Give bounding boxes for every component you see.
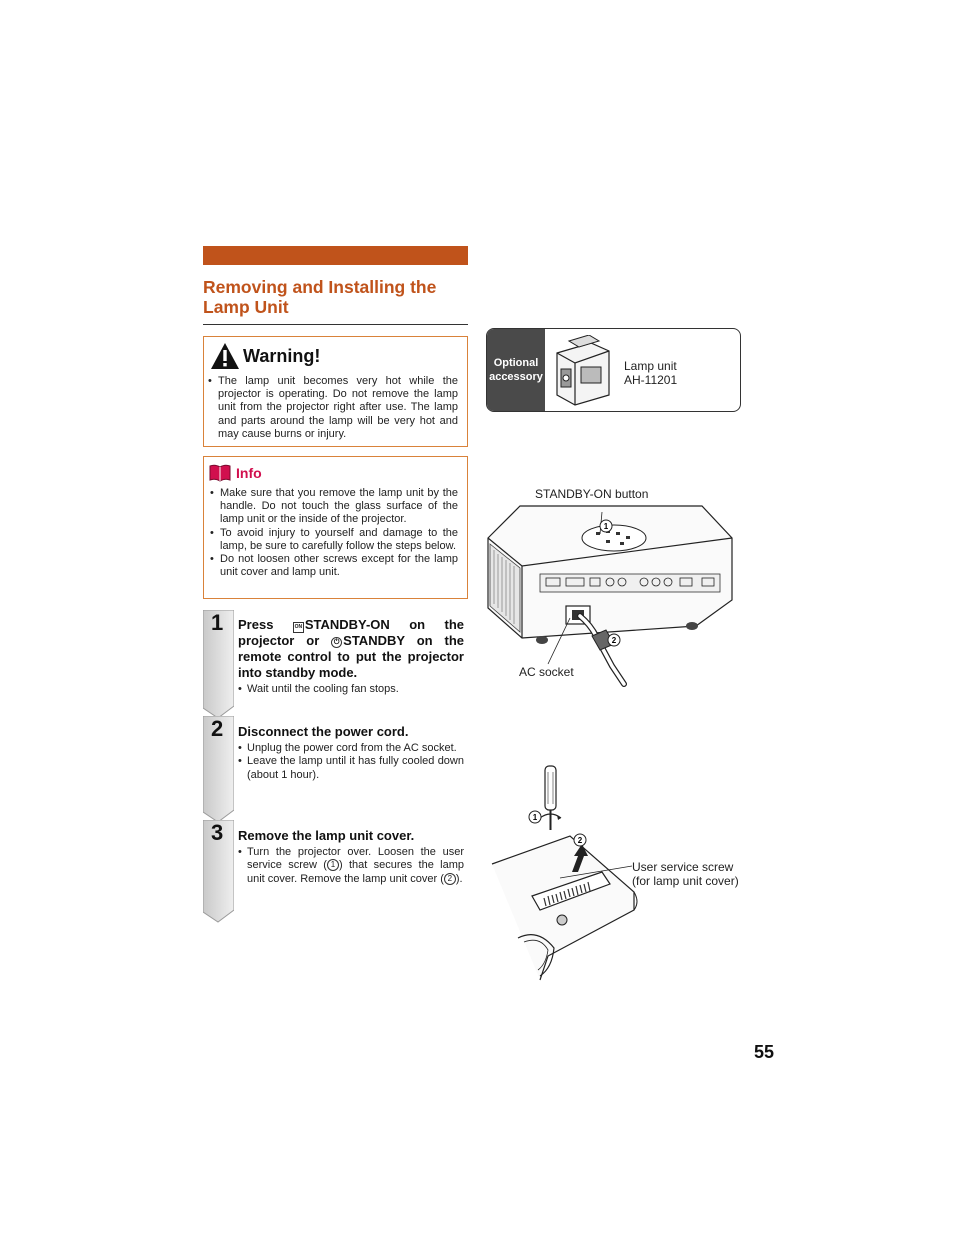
step-3-content [238,828,464,886]
callout-2-icon: 2 [444,873,456,885]
warning-title: Warning! [243,345,321,366]
projector-rear-illustration [480,500,740,690]
lamp-unit-illustration [551,335,615,407]
warning-box [203,336,468,447]
section-title: Removing and Installing the Lamp Unit [203,277,437,317]
warning-triangle-icon [210,342,240,370]
step-notes [238,846,464,886]
standby-on-button-icon: ON [293,622,304,633]
step-number: 1 [211,610,224,635]
step-note: • Turn the projector over. Loosen the user service screw ( 1 ) that secures the lamp unit cover. Remove the lamp unit cover ( 2 ). [238,846,464,886]
info-header [209,464,262,482]
accessory-label: Optional accessory [487,329,545,411]
info-box [203,456,468,599]
page-number: 55 [754,1042,775,1062]
warning-list [206,375,458,441]
power-icon: ⏻ [331,637,342,648]
step-2-tab [203,716,234,824]
step-1-tab [203,610,234,720]
title-divider [203,324,468,325]
standby-on-label: STANDBY-ON button [535,487,649,501]
callout-1-icon: 1 [327,859,339,871]
callout-1-icon: 1 [603,522,609,531]
user-service-screw-label: User service screw (for lamp unit cover) [632,860,739,888]
step-1-content [238,617,464,696]
callout-2-icon: 2 [611,636,617,645]
step-number: 3 [211,820,224,845]
info-title: Info [236,465,262,481]
step-notes [238,742,464,782]
warning-header [210,341,320,371]
book-icon [209,464,231,482]
accessory-name: Lamp unit [624,359,677,373]
info-item: • Do not loosen other screws except for the lamp unit cover and lamp unit. [208,553,458,579]
step-note: • Leave the lamp until it has fully cooled down (about 1 hour). [238,755,464,782]
optional-accessory-box [486,328,741,412]
info-list [208,487,458,579]
callout-2-icon: 2 [577,836,583,845]
step-heading: Disconnect the power cord. [238,724,409,739]
step-heading: Press ON STANDBY-ON on the projector or ⏻ STANDBY on the remote control to put the projector into standby mode. [238,617,464,680]
warning-item: • The lamp unit becomes very hot while the projector is operating. Do not remove the lamp unit from the projector right after use. The lamp and parts around the lamp will be very hot and may cause burns or injury. [206,375,458,441]
step-2-content [238,724,464,782]
step-number: 2 [211,716,224,741]
info-item: • Make sure that you remove the lamp unit by the handle. Do not touch the glass surface of the lamp unit or the inside of the projector. [208,487,458,527]
callout-1-icon: 1 [532,813,538,822]
step-notes [238,683,464,696]
step-3-tab [203,820,234,924]
accessory-model: AH-11201 [624,373,678,387]
section-color-bar [203,246,468,265]
info-item: • To avoid injury to yourself and damage to the lamp, be sure to carefully follow the steps below. [208,527,458,553]
step-note: • Wait until the cooling fan stops. [238,683,464,696]
ac-socket-label: AC socket [519,665,574,679]
step-heading: Remove the lamp unit cover. [238,828,415,843]
accessory-description [624,359,677,387]
lamp-cover-removal-illustration [488,760,648,982]
step-note: • Unplug the power cord from the AC socket. [238,742,464,755]
